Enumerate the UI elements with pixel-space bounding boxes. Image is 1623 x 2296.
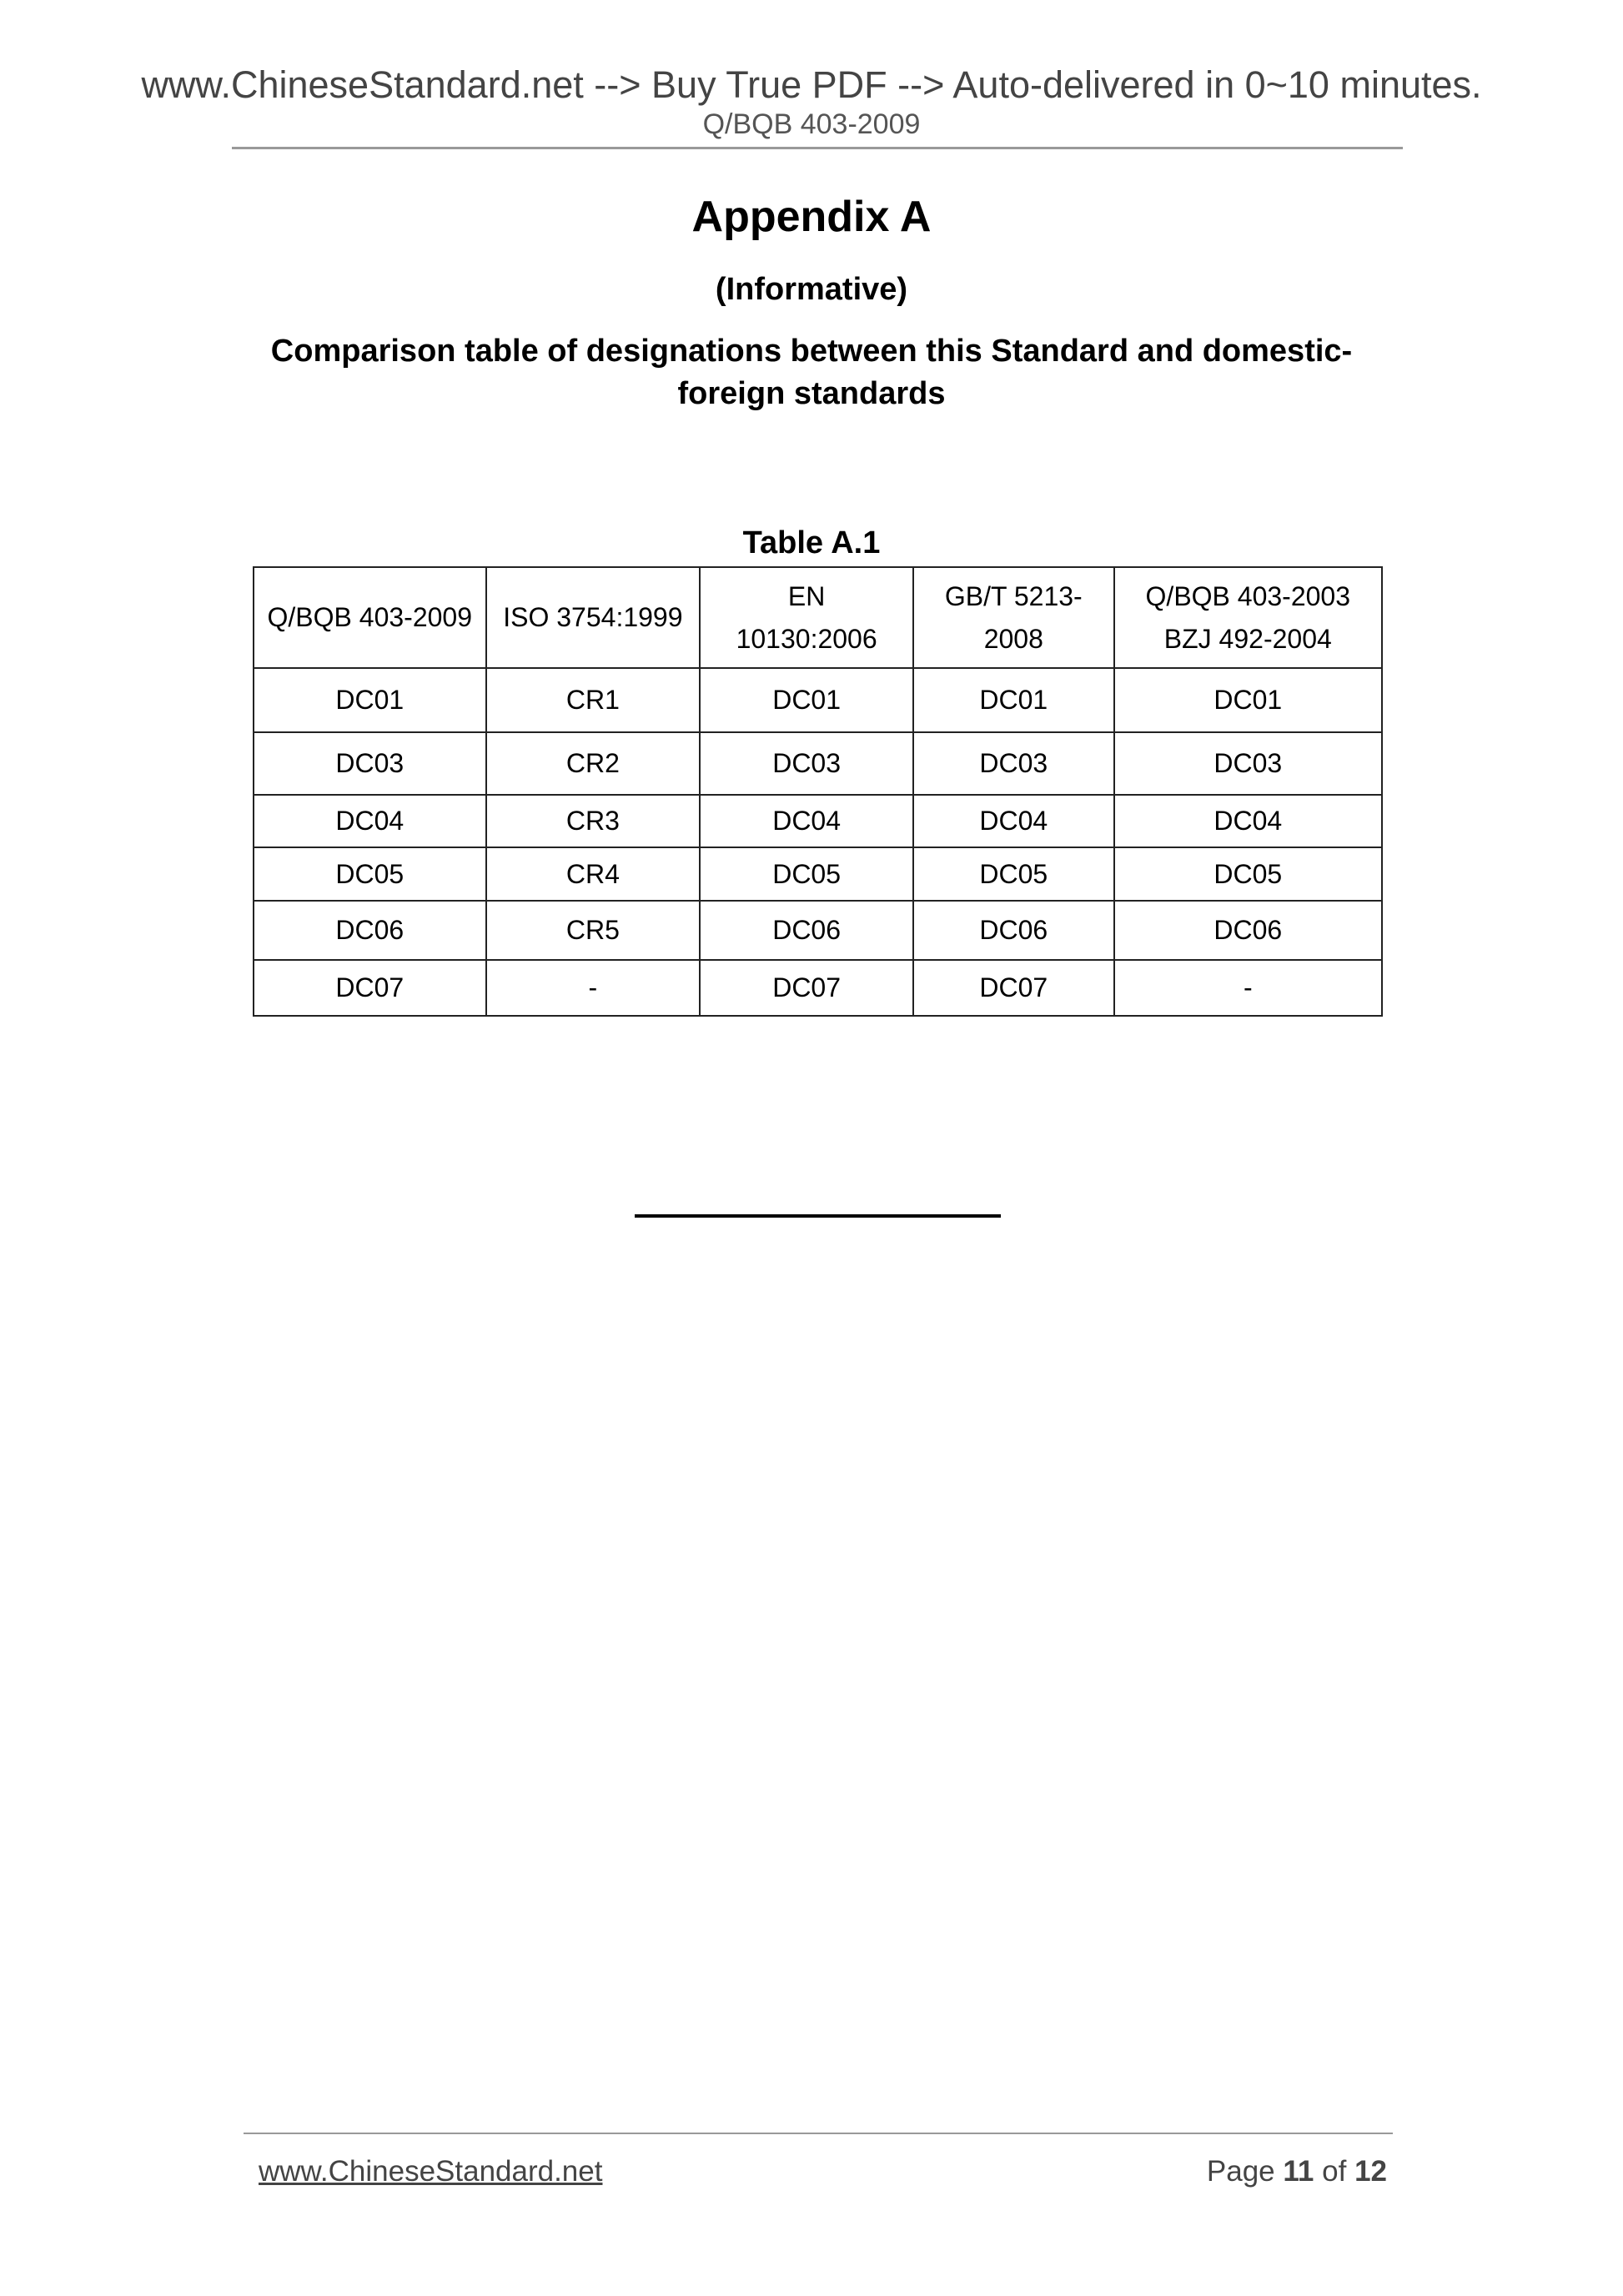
table-cell: DC06: [913, 901, 1114, 960]
table-cell: CR5: [486, 901, 701, 960]
table-cell: DC06: [1114, 901, 1382, 960]
header-cell: [486, 567, 701, 668]
table-cell: CR1: [486, 668, 701, 732]
table-row: [254, 847, 1382, 901]
header-text: 10130:2006: [736, 623, 877, 654]
appendix-caption: Comparison table of designations between this Standard and domestic-foreign standards: [270, 334, 1353, 411]
promo-banner: www.ChineseStandard.net --> Buy True PDF --> Auto-delivered in 0~10 minutes.: [141, 63, 1482, 106]
table-cell: DC01: [700, 668, 913, 732]
table-cell: DC05: [1114, 847, 1382, 901]
page-current: 11: [1283, 2155, 1314, 2188]
table-header-row: [254, 567, 1382, 668]
table-row: [254, 732, 1382, 795]
table-cell: DC04: [913, 795, 1114, 847]
header-cell: [913, 567, 1114, 668]
table-cell: DC01: [913, 668, 1114, 732]
table-cell: DC04: [1114, 795, 1382, 847]
header-text: GB/T 5213-: [944, 580, 1083, 611]
table-cell: -: [486, 960, 701, 1016]
table-cell: DC07: [700, 960, 913, 1016]
header-text: EN: [787, 580, 826, 611]
table-cell: DC03: [700, 732, 913, 795]
table-cell: DC03: [1114, 732, 1382, 795]
table-cell: DC05: [913, 847, 1114, 901]
table-row: [254, 901, 1382, 960]
table-cell: CR4: [486, 847, 701, 901]
table-cell: DC06: [700, 901, 913, 960]
document-id: Q/BQB 403-2009: [702, 108, 921, 140]
page-label: Page: [1206, 2155, 1275, 2188]
header-text: ISO 3754:1999: [503, 602, 683, 632]
header-text: Q/BQB 403-2009: [267, 602, 472, 632]
table-cell: DC07: [913, 960, 1114, 1016]
table-cell: DC04: [254, 795, 486, 847]
table-cell: DC05: [254, 847, 486, 901]
table-cell: DC01: [254, 668, 486, 732]
appendix-title: Appendix A: [691, 193, 932, 241]
table-cell: DC03: [913, 732, 1114, 795]
appendix-subtitle: (Informative): [715, 272, 908, 307]
table-cell: CR3: [486, 795, 701, 847]
end-rule: [635, 1214, 1001, 1218]
footer-website-link[interactable]: www.ChineseStandard.net: [259, 2155, 603, 2188]
table-cell: CR2: [486, 732, 701, 795]
header-text: Q/BQB 403-2003: [1145, 580, 1351, 611]
table-row: [254, 960, 1382, 1016]
page-of: of: [1322, 2155, 1347, 2188]
table-cell: -: [1114, 960, 1382, 1016]
header-cell: [254, 567, 486, 668]
header-text: 2008: [983, 623, 1043, 654]
table-row: [254, 795, 1382, 847]
header-cell: [1114, 567, 1382, 668]
table-cell: DC03: [254, 732, 486, 795]
table-cell: DC05: [700, 847, 913, 901]
table-cell: DC01: [1114, 668, 1382, 732]
table-cell: DC07: [254, 960, 486, 1016]
page-total: 12: [1354, 2155, 1387, 2188]
comparison-table: [253, 566, 1383, 1017]
table-caption: Table A.1: [742, 525, 881, 560]
header-text: BZJ 492-2004: [1163, 623, 1332, 654]
table-cell: DC04: [700, 795, 913, 847]
header-divider: [232, 147, 1403, 149]
table-row: [254, 668, 1382, 732]
header-cell: [700, 567, 913, 668]
table-cell: DC06: [254, 901, 486, 960]
page-number: [1207, 2155, 1387, 2188]
footer-divider: [244, 2133, 1393, 2134]
